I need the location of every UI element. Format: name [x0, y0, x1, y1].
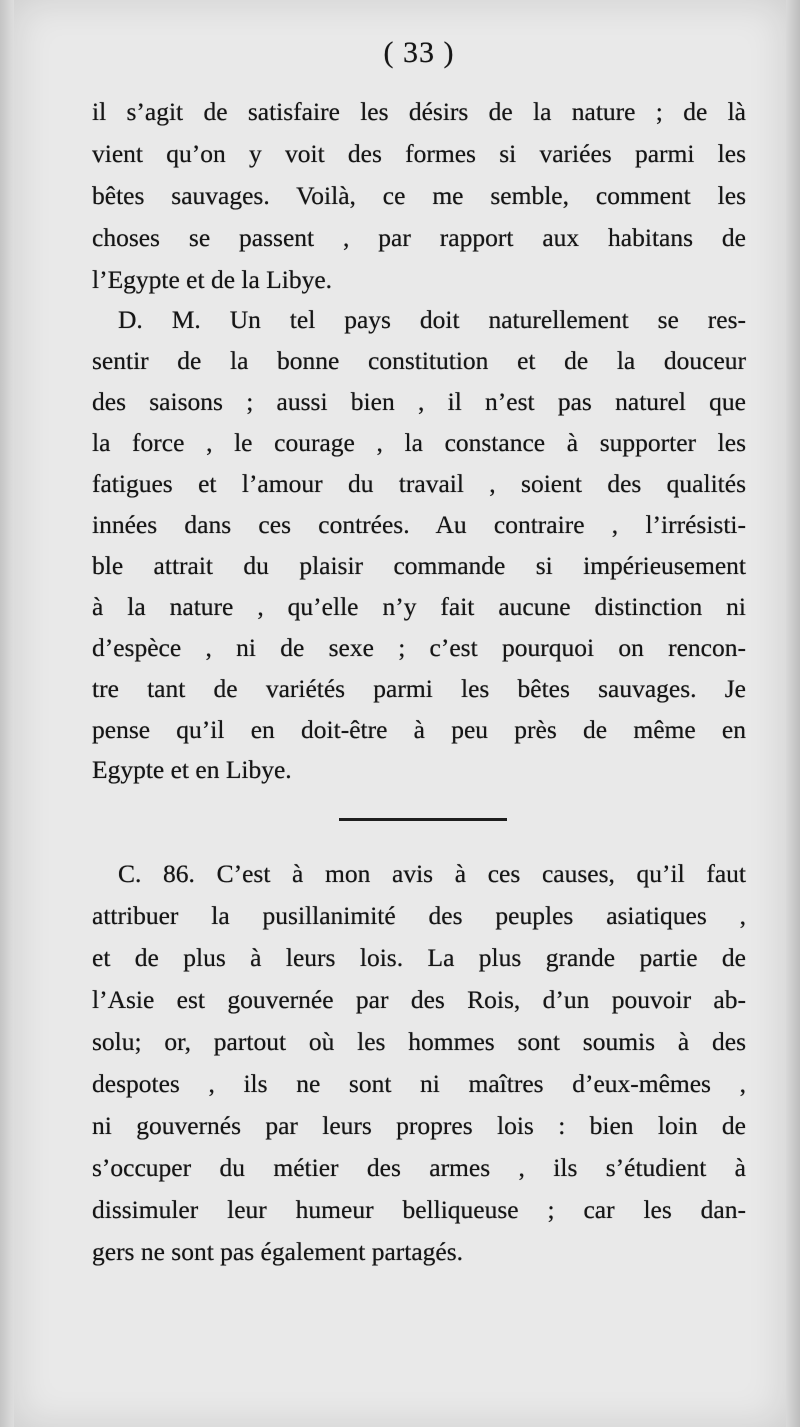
text-line: gers ne sont pas également partagés. [92, 1237, 464, 1266]
text-line: tre tant de variétés parmi les bêtes sauvages. Je [92, 674, 746, 703]
text-line: des saisons ; aussi bien , il n’est pas naturel que [92, 387, 746, 416]
text-line: la force , le courage , la constance à supporter les [92, 428, 746, 457]
page-right-edge [786, 0, 800, 1427]
text-line: vient qu’on y voit des formes si variées parmi les [92, 139, 746, 168]
text-line: l’Asie est gouvernée par des Rois, d’un pouvoir ab- [92, 985, 746, 1014]
text-line: choses se passent , par rapport aux habitans de [92, 223, 746, 252]
text-line: à la nature , qu’elle n’y fait aucune distinction ni [92, 592, 746, 621]
text-line: fatigues et l’amour du travail , soient des qualités [92, 469, 746, 498]
text-line: bêtes sauvages. Voilà, ce me semble, comment les [92, 181, 746, 210]
text-line: et de plus à leurs lois. La plus grande partie de [92, 943, 746, 972]
text-line: dissimuler leur humeur belliqueuse ; car les dan- [92, 1195, 746, 1224]
text-line: il s’agit de satisfaire les désirs de la nature ; de là [92, 97, 746, 126]
text-line: ni gouvernés par leurs propres lois : bien loin de [92, 1111, 746, 1140]
text-line: s’occuper du métier des armes , ils s’étudient à [92, 1153, 746, 1182]
text-line: Egypte et en Libye. [92, 755, 292, 784]
text-line: solu; or, partout où les hommes sont soumis à des [92, 1027, 746, 1056]
text-line: ble attrait du plaisir commande si impérieusement [92, 551, 746, 580]
text-line: despotes , ils ne sont ni maîtres d’eux-mêmes , [92, 1069, 746, 1098]
text-line: D. M. Un tel pays doit naturellement se res- [118, 305, 746, 334]
text-line: C. 86. C’est à mon avis à ces causes, qu’il faut [118, 859, 746, 888]
text-line: pense qu’il en doit-être à peu près de même en [92, 715, 746, 744]
page-number: ( 33 ) [383, 36, 455, 69]
page-left-edge [0, 0, 14, 1427]
text-line: sentir de la bonne constitution et de la douceur [92, 346, 746, 375]
text-line: innées dans ces contrées. Au contraire , l’irrésisti- [92, 510, 746, 539]
text-line: l’Egypte et de la Libye. [92, 265, 333, 294]
book-page [14, 0, 786, 1427]
text-line: d’espèce , ni de sexe ; c’est pourquoi on rencon- [92, 633, 746, 662]
section-divider [339, 818, 507, 821]
text-line: attribuer la pusillanimité des peuples asiatiques , [92, 901, 746, 930]
